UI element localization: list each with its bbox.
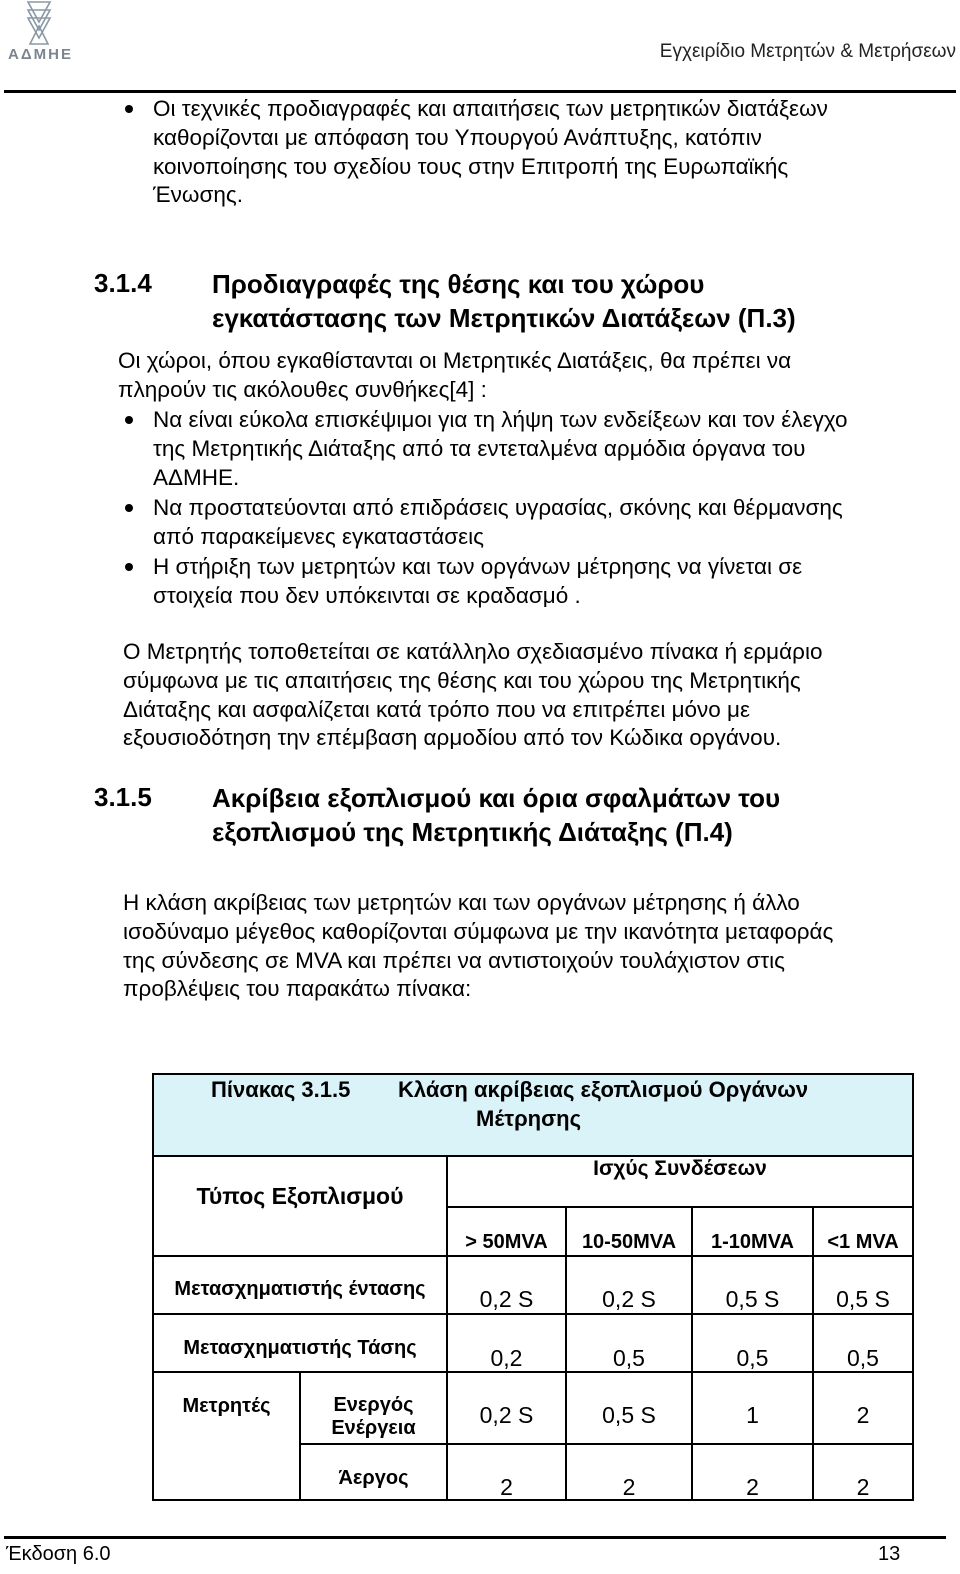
table-cell: 0,2 S [479,1286,534,1312]
text-line: καθορίζονται με απόφαση του Υπουργού Ανάπτυξης, κατόπιν [153,124,762,150]
table-caption-title-2: Μέτρησης [476,1106,582,1131]
list-item [153,553,943,611]
list-item [153,406,943,492]
bullet-icon [125,105,133,113]
text-line: Οι χώροι, όπου εγκαθίστανται οι Μετρητικές Διατάξεις, θα πρέπει να [118,348,792,373]
table-cell: 2 [746,1474,759,1500]
bullet-icon [125,416,133,424]
text-line: εξουσιοδότηση την επέμβαση αρμοδίου από τον Κώδικα οργάνου. [123,725,782,751]
table-cell: 0,5 [736,1345,769,1371]
section-number: 3.1.5 [94,782,152,812]
text-line: ισοδύναμο μέγεθος καθορίζονται σύμφωνα με την ικανότητα μεταφοράς [123,918,834,944]
text-line: Ένωσης. [153,182,243,208]
bullet-icon [125,563,133,571]
logo-mark-icon [6,0,72,46]
title-line: Ακρίβεια εξοπλισμού και όρια σφαλμάτων του [212,783,781,813]
table-rule [447,1206,912,1208]
footer-divider [4,1536,946,1539]
table-cell: 0,5 S [836,1286,890,1312]
text-line: Η στήριξη των μετρητών και των οργάνων μέτρησης να γίνεται σε [153,554,803,579]
table-cell: 0,5 [613,1345,645,1371]
row-label-line: Ενέργεια [331,1417,416,1439]
header-title: Εγχειρίδιο Μετρητών & Μετρήσεων [659,41,956,62]
text-line: από παρακείμενες εγκαταστάσεις [153,523,485,549]
header-divider [4,90,956,93]
text-line: πληρούν τις ακόλουθες συνθήκες[4] : [118,376,487,402]
table-rule [154,1255,912,1257]
section-paragraph [123,638,943,753]
column-header-power: Ισχύς Συνδέσεων [593,1157,767,1180]
bullet-icon [125,504,133,512]
table-cell: 2 [856,1474,870,1500]
table-rule [300,1443,912,1445]
text-line: στοιχεία που δεν υπόκεινται σε κραδασμό . [153,582,581,608]
logo-text: ΑΔΜΗΕ [8,46,73,63]
company-logo [6,0,72,70]
section-intro [118,347,943,405]
row-label: Άεργος [338,1467,409,1489]
table-rule [446,1155,448,1499]
table-cell: 2 [856,1402,870,1428]
table-cell: 0,2 [490,1345,523,1371]
text-line: σύμφωνα με τις απαιτήσεις της θέσης και του χώρου της Μετρητικής [123,667,801,693]
table-caption-title: Κλάση ακρίβειας εξοπλισμού Οργάνων [398,1077,809,1102]
text-line: Οι τεχνικές προδιαγραφές και απαιτήσεις των μετρητικών διατάξεων [153,96,828,121]
text-line: Διάταξης και ασφαλίζεται κατά τρόπο που να επιτρέπει μόνο με [123,696,751,722]
row-label: Μετασχηματιστής έντασης [174,1278,426,1300]
table-cell: 0,5 S [725,1286,780,1312]
table-caption [154,1075,912,1155]
page-number: 13 [878,1543,901,1565]
table-cell: 0,5 S [602,1402,656,1428]
section-number: 3.1.4 [94,268,152,298]
intro-bullet-text [153,95,943,210]
table-cell: 0,2 S [479,1402,534,1428]
table-cell: 2 [622,1474,636,1500]
text-line: Η κλάση ακρίβειας των μετρητών και των οργάνων μέτρησης ή άλλο [123,890,800,915]
section-title [212,267,796,335]
table-cell: 0,5 [847,1345,879,1371]
section-title [212,781,780,849]
list-item [153,494,943,552]
text-line: Να είναι εύκολα επισκέψιμοι για τη λήψη των ενδείξεων και τον έλεγχο [153,407,848,432]
text-line: προβλέψεις του παρακάτω πίνακα: [123,976,472,1002]
column-header: > 50MVA [465,1231,548,1253]
column-header: 1-10MVA [711,1231,794,1253]
row-label-line: Ενεργός [333,1394,414,1416]
title-line: Προδιαγραφές της θέσης και του χώρου [212,269,705,299]
text-line: ΑΔΜΗΕ. [153,464,240,490]
column-header: 10-50MVA [581,1231,677,1253]
title-line: εξοπλισμού της Μετρητικής Διάταξης (Π.4) [212,817,733,847]
title-line: εγκατάστασης των Μετρητικών Διατάξεων (Π.3) [212,303,796,333]
accuracy-table [152,1073,914,1501]
text-line: Ο Μετρητής τοποθετείται σε κατάλληλο σχεδιασμένο πίνακα ή ερμάριο [123,639,823,664]
row-label [301,1394,446,1440]
column-header-equipment: Τύπος Εξοπλισμού [196,1183,404,1209]
table-caption-number: Πίνακας 3.1.5 [211,1077,351,1102]
section-paragraph [123,889,943,1004]
row-group-label: Μετρητές [182,1395,271,1417]
text-line: της Μετρητικής Διάταξης από τα εντεταλμένα αρμόδια όργανα του [153,435,806,461]
table-cell: 1 [746,1402,759,1428]
table-cell: 2 [500,1474,513,1500]
text-line: Να προστατεύονται από επιδράσεις υγρασίας, σκόνης και θέρμανσης [153,495,843,520]
text-line: της σύνδεσης σε MVA και πρέπει να αντιστοιχούν τουλάχιστον στις [123,947,785,973]
column-header: <1 MVA [827,1231,899,1253]
edition-label: Έκδοση 6.0 [6,1543,111,1565]
text-line: κοινοποίησης του σχεδίου τους στην Επιτροπή της Ευρωπαϊκής [153,153,789,179]
table-cell: 0,2 S [602,1286,656,1312]
table-rule [154,1313,912,1315]
row-label: Μετασχηματιστής Τάσης [183,1337,417,1359]
